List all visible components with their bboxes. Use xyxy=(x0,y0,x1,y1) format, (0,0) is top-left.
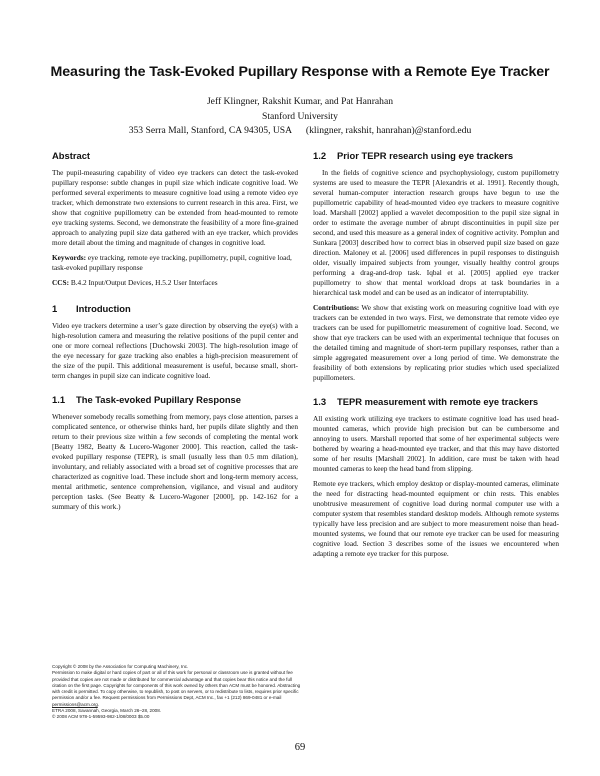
address-line: 353 Serra Mall, Stanford, CA 94305, USA (klingner, rakshit, hanrahan)@stanford.edu xyxy=(128,125,472,136)
permissions-email-link[interactable]: permissions@acm.org xyxy=(52,701,98,707)
intro-paragraph: Video eye trackers determine a user’s gaze direction by observing the eye(s) with a high-resolution camera and measuring the relative positions of the pupil center and one or more corneal reflections [Duchowski 2003]. The high-resolution image of the eye necessary for gaze tracking also enables a high-precision measurement of the size of the pupil. This additional measurement is useful, because small, short-term changes in pupil size can indicate cognitive load. xyxy=(52,321,298,380)
remote-tracking-paragraph-1: All existing work utilizing eye trackers to estimate cognitive load has used head-mounted cameras, which provide high precision but can be cumbersome and annoying to users. Marshall reported that some of her experimental subjects were bothered by wearing a head-mounted eye tracker, and that this may have distorted some of her results [Marshall 2002]. In addition, care must be taken with head mounted cameras to keep the head band from slipping. xyxy=(313,414,559,473)
keywords xyxy=(52,253,298,273)
section-1-2-heading xyxy=(313,150,559,161)
prior-work-paragraph: In the fields of cognitive science and psychophysiology, custom pupillometry systems are used to measure the TEPR [Alexandris et al. 1991]. Recently though, several human-computer interaction research groups have begun to use the pupillometric capability of head-mounted video eye trackers to measure cognitive load. Marshall [2002] applied a wavelet decomposition to the pupil size signal in order to estimate the average number of abrupt discontinuities in pupil size per second, and used this measure as a general index of cognitive activity. Pomplun and Sunkara [2003] described how to correct bias in observed pupil size based on gaze direction. Maloney et al. [2006] used differences in pupil responses to distinguish older, visually impaired subjects from younger, visually healthy control groups performing a drag-and-drop task. Iqbal et al. [2005] applied eye tracker pupillometry to show that mental workload drops at task boundaries in a hierarchical task model and can be used as an indicator of interruptability. xyxy=(313,168,559,297)
keywords-text: eye tracking, remote eye tracking, pupillometry, pupil, cognitive load, task-evoked pupillary response xyxy=(52,253,292,272)
isbn-line: © 2008 ACM 978-1-59593-982-1/08/0003 $5.00 xyxy=(52,714,150,720)
section-title: The Task-evoked Pupillary Response xyxy=(76,394,241,405)
section-title: Prior TEPR research using eye trackers xyxy=(337,150,514,161)
affiliation: Stanford University xyxy=(262,111,338,122)
section-number: 1.3 xyxy=(313,396,327,407)
section-1-1-heading xyxy=(52,394,298,405)
abstract-text: The pupil-measuring capability of video eye trackers can detect the task-evoked pupillary response: subtle changes in pupil size which indicate cognitive load. We performed several experiments to measure cognitive load using a remote video eye tracker, which demonstrate two extensions to current research in this area. First, we show that cognitive pupillometry can be extended from head-mounted to remote eye tracking systems. Second, we demonstrate the feasibility of a more fine-grained approach to analyzing pupil size data gathered with an eye tracker, which provides more detail about the timing and magnitude of changes in cognitive load. xyxy=(52,168,298,247)
abstract-heading: Abstract xyxy=(52,150,91,161)
author-list: Jeff Klingner, Rakshit Kumar, and Pat Hanrahan xyxy=(206,96,394,107)
ccs xyxy=(52,278,298,288)
right-column xyxy=(313,150,559,564)
section-1-heading xyxy=(52,303,298,314)
contributions-text: We show that existing work on measuring cognitive load with eye trackers can be extended in two ways. First, we demonstrate that remote video eye trackers can be used for pupillometric measurement of cognitive load. Second, we show that eye trackers can be used with an experimental technique that focuses on the detailed timing and magnitude of short-term pupillary responses, rather than a simple aggregated measurement over a long period of time. We demonstrate the feasibility of both extensions by replicating prior studies which used specialized pupillometers. xyxy=(313,303,559,382)
paper-title: Measuring the Task-Evoked Pupillary Response with a Remote Eye Tracker xyxy=(50,64,550,80)
section-number: 1 xyxy=(52,303,58,314)
venue-line: ETRA 2008, Savannah, Georgia, March 26–28, 2008. xyxy=(52,708,162,714)
ccs-text: B.4.2 Input/Output Devices, H.5.2 User Interfaces xyxy=(69,278,218,287)
copyright-notice xyxy=(52,664,302,721)
keywords-label: Keywords: xyxy=(52,253,87,262)
remote-tracking-paragraph-2: Remote eye trackers, which employ desktop or display-mounted cameras, eliminate the need for distracting head-mounted equipment or chin rests. This enables unobtrusive measurement of cognitive load during normal computer use with a computer system that resembles standard desktop models. Although remote systems typically have less precision and are subject to more measurement noise than head-mounted systems, we found that our remote eye tracker can be used for measuring cognitive load. Section 3 describes some of the issues we encountered when adapting a remote eye tracker for this purpose. xyxy=(313,479,559,558)
permission-text: Permission to make digital or hard copies of part or all of this work for personal or classroom use is granted without fee provided that copies are not made or distributed for commercial advantage and that copies bear this notice and the full citation on the first page. Copyrights for components of this work owned by others than ACM must be honored. Abstracting with credit is permitted. To copy otherwise, to republish, to post on servers, or to redistribute to lists, requires prior specific permission and/or a fee. Request permissions from Permissions Dept, ACM Inc., fax +1 (212) 869-0481 or e-mail permissions@acm.org. xyxy=(52,670,301,707)
section-title: TEPR measurement with remote eye trackers xyxy=(337,396,539,407)
section-number: 1.1 xyxy=(52,394,66,405)
ccs-label: CCS: xyxy=(52,278,70,287)
left-column xyxy=(52,150,298,517)
copyright-line: Copyright © 2008 by the Association for Computing Machinery, Inc. xyxy=(52,664,189,669)
contributions-paragraph xyxy=(313,303,559,383)
section-number: 1.2 xyxy=(313,150,327,161)
section-title: Introduction xyxy=(76,303,131,314)
contributions-label: Contributions: xyxy=(313,303,360,312)
section-1-3-heading xyxy=(313,396,559,407)
tepr-paragraph: Whenever somebody recalls something from memory, pays close attention, parses a complicated sentence, or otherwise thinks hard, her pupils dilate slightly and then return to their previous size within a few seconds of completing the mental work [Beatty 1982, Beatty & Lucero-Wagoner 2000]. This reaction, called the task-evoked pupillary response (TEPR), is small (usually less than 0.5 mm dilation), involuntary, and reliably associated with a broad set of cognitive processes that are characterized as cognitive load. These include short and long-term memory access, mental arithmetic, sentence comprehension, vigilance, and visual and auditory perception tasks. (See Beatty & Lucero-Wagoner [2000], pp. 142-162 for a summary of this work.) xyxy=(52,412,298,511)
page-number: 69 xyxy=(294,742,306,753)
